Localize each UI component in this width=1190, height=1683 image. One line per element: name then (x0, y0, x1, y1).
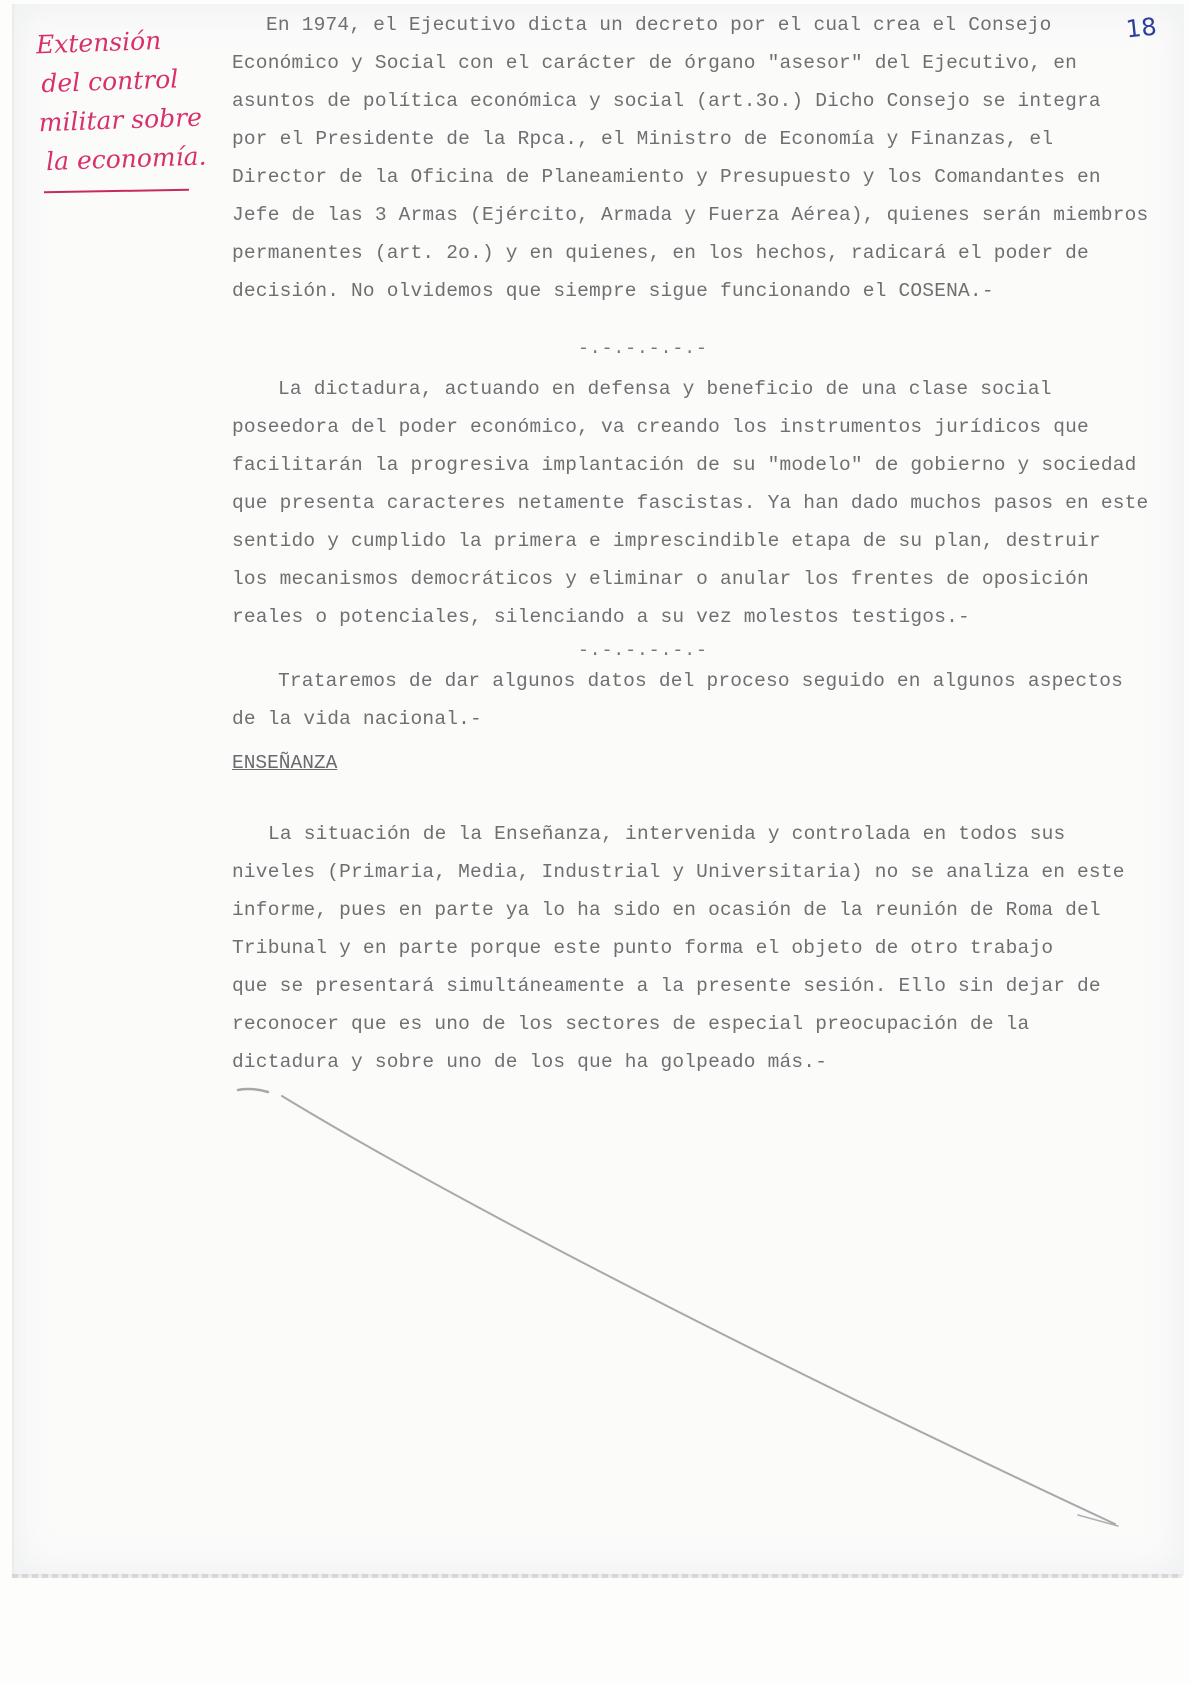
margin-note-line: Extensión (35, 25, 162, 60)
paragraph-line: los mecanismos democráticos y eliminar o anular los frentes de oposición (232, 568, 1089, 590)
paragraph-line: Director de la Oficina de Planeamiento y Presupuesto y los Comandantes en (232, 166, 1101, 188)
paragraph-line: La dictadura, actuando en defensa y beneficio de una clase social (278, 378, 1052, 400)
paragraph-line: dictadura y sobre uno de los que ha golpeado más.- (232, 1051, 828, 1073)
margin-note-line: militar sobre (38, 102, 203, 138)
margin-note-line: la economía. (45, 141, 207, 177)
paragraph-line: Económico y Social con el carácter de órgano "asesor" del Ejecutivo, en (232, 52, 1078, 74)
paragraph-line: Trataremos de dar algunos datos del proceso seguido en algunos aspectos (278, 670, 1124, 692)
paragraph-line: Jefe de las 3 Armas (Ejército, Armada y Fuerza Aérea), quienes serán miembros (232, 204, 1149, 226)
page-number: 18 (1124, 12, 1158, 44)
paragraph-line: que se presentará simultáneamente a la presente sesión. Ello sin dejar de (232, 975, 1101, 997)
paragraph-line: que presenta caracteres netamente fascistas. Ya han dado muchos pasos en este (232, 492, 1149, 514)
paragraph-line: por el Presidente de la Rpca., el Ministro de Economía y Finanzas, el (232, 128, 1054, 150)
paragraph-line: La situación de la Enseñanza, intervenida y controlada en todos sus (268, 823, 1066, 845)
paragraph-line: reconocer que es uno de los sectores de especial preocupación de la (232, 1013, 1030, 1035)
paragraph-line: Tribunal y en parte porque este punto forma el objeto de otro trabajo (232, 937, 1054, 959)
paragraph-line: niveles (Primaria, Media, Industrial y Universitaria) no se analiza en este (232, 861, 1125, 883)
paragraph-line: informe, pues en parte ya lo ha sido en ocasión de la reunión de Roma del (232, 899, 1101, 921)
paragraph-line: de la vida nacional.- (232, 708, 482, 730)
paragraph-line: permanentes (art. 2o.) y en quienes, en los hechos, radicará el poder de (232, 242, 1089, 264)
section-separator: -.-.-.-.-.- (578, 339, 708, 359)
paragraph-line: asuntos de política económica y social (art.3o.) Dicho Consejo se integra (232, 90, 1101, 112)
section-separator: -.-.-.-.-.- (578, 641, 708, 661)
section-heading-ensenanza: ENSEÑANZA (232, 752, 338, 774)
paragraph-line: reales o potenciales, silenciando a su vez molestos testigos.- (232, 606, 970, 628)
paragraph-line: facilitarán la progresiva implantación de su "modelo" de gobierno y sociedad (232, 454, 1137, 476)
paragraph-line: poseedora del poder económico, va creando los instrumentos jurídicos que (232, 416, 1089, 438)
margin-note-line: del control (40, 64, 179, 99)
paragraph-line: decisión. No olvidemos que siempre sigue funcionando el COSENA.- (232, 280, 994, 302)
paragraph-line: sentido y cumplido la primera e imprescindible etapa de su plan, destruir (232, 530, 1101, 552)
paragraph-line: En 1974, el Ejecutivo dicta un decreto por el cual crea el Consejo (266, 14, 1052, 36)
